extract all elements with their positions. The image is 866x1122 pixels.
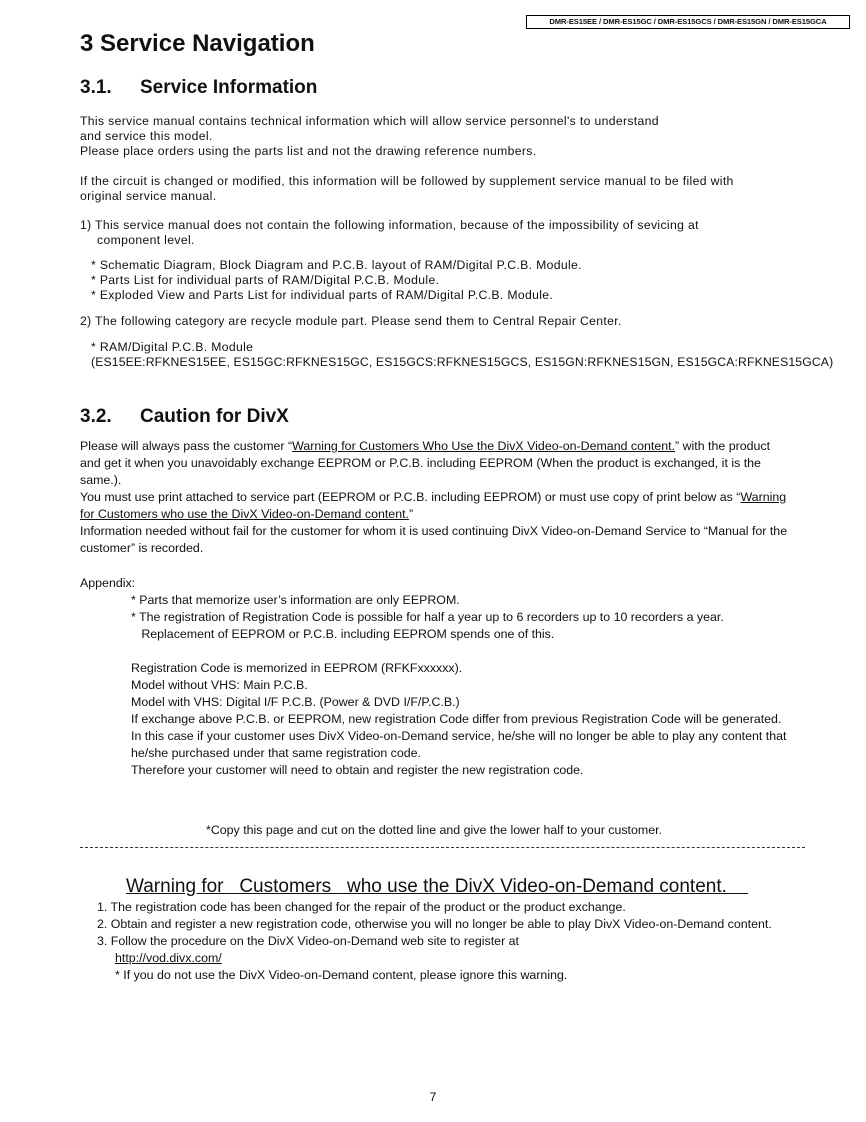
divx-line: and get it when you unavoidably exchange EEPROM or P.C.B. including EEPROM (When the product is exchanged, it is the (80, 456, 761, 470)
appendix-item: Replacement of EEPROM or P.C.B. including EEPROM spends one of this. (131, 627, 555, 641)
warning-item: 1. The registration code has been changed for the repair of the product or the product exchange. (97, 900, 626, 914)
item-2: 2) The following category are recycle module part. Please send them to Central Repair Center. (80, 314, 622, 328)
page-number: 7 (429, 1090, 437, 1104)
divx-line: same.). (80, 473, 122, 487)
appendix-item: * Parts that memorize user’s information are only EEPROM. (131, 593, 460, 607)
divx-line: for Customers who use the DivX Video-on-Demand content.” (80, 507, 414, 521)
item-2-bullet: * RAM/Digital P.C.B. Module (91, 340, 254, 354)
registration-line: If exchange above P.C.B. or EEPROM, new registration Code differ from previous Registration Code will be generated. (131, 712, 782, 726)
warning-title: Warning for Customers who use the DivX Video-on-Demand content. (126, 876, 749, 897)
intro-line: This service manual contains technical information which will allow service personnel's to understand (80, 114, 659, 128)
section-3-1-number: 3.1. (80, 77, 112, 98)
cut-line (80, 847, 805, 848)
item-1-line: 1) This service manual does not contain the following information, because of the impossibility of sevicing at (80, 218, 699, 232)
item-1 (80, 218, 699, 248)
divx-url-link[interactable]: http://vod.divx.com/ (115, 951, 222, 965)
section-3-2-heading (80, 406, 289, 428)
bullet-item: * Parts List for individual parts of RAM/Digital P.C.B. Module. (91, 273, 440, 287)
warning-item: 2. Obtain and register a new registration code, otherwise you will no longer be able to play DivX Video-on-Demand content. (97, 917, 772, 931)
registration-line: Therefore your customer will need to obtain and register the new registration code. (131, 763, 584, 777)
intro-paragraph (80, 114, 659, 159)
appendix-item: * The registration of Registration Code is possible for half a year up to 6 recorders up to 10 recorders a year. (131, 610, 724, 624)
registration-line: Registration Code is memorized in EEPROM (RFKFxxxxxx). (131, 661, 463, 675)
model-header: DMR-ES15EE / DMR-ES15GC / DMR-ES15GCS / DMR-ES15GN / DMR-ES15GCA (526, 15, 850, 29)
registration-line: he/she purchased under that same registration code. (131, 746, 421, 760)
circuit-line: original service manual. (80, 189, 217, 203)
bullet-item: * Schematic Diagram, Block Diagram and P.C.B. layout of RAM/Digital P.C.B. Module. (91, 258, 582, 272)
registration-info (131, 660, 786, 779)
section-3-1-heading (80, 77, 317, 99)
item-1-line: component level. (97, 233, 195, 247)
divx-line: customer” is recorded. (80, 541, 204, 555)
divx-line: Information needed without fail for the customer for whom it is used continuing DivX Video-on-Demand Service to “Manual for the (80, 524, 788, 538)
circuit-paragraph (80, 174, 734, 204)
warning-list (97, 899, 772, 950)
section-3-1-title: Service Information (140, 77, 318, 98)
divx-paragraph (80, 438, 787, 557)
warning-reference-link: Warning (740, 490, 787, 504)
intro-line: and service this model. (80, 129, 213, 143)
appendix-label: Appendix: (80, 576, 136, 590)
registration-line: In this case if your customer uses DivX Video-on-Demand service, he/she will no longer be able to play any content that (131, 729, 787, 743)
page-title: 3 Service Navigation (80, 30, 315, 57)
circuit-line: If the circuit is changed or modified, this information will be followed by supplement service manual to be filed with (80, 174, 734, 188)
warning-note: * If you do not use the DivX Video-on-Demand content, please ignore this warning. (115, 968, 568, 982)
appendix-list (131, 592, 724, 643)
module-codes: (ES15EE:RFKNES15EE, ES15GC:RFKNES15GC, ES15GCS:RFKNES15GCS, ES15GN:RFKNES15GN, ES15GCA:RFKNES15GCA) (91, 355, 834, 369)
warning-reference-link: for Customers who use the DivX Video-on-Demand content. (80, 507, 409, 521)
divx-line: Please will always pass the customer “Warning for Customers Who Use the DivX Video-on-Demand content.” with the product (80, 439, 771, 453)
divx-line: You must use print attached to service part (EEPROM or P.C.B. including EEPROM) or must use copy of print below as “Warning (80, 490, 787, 504)
registration-line: Model with VHS: Digital I/F P.C.B. (Power & DVD I/F/P.C.B.) (131, 695, 460, 709)
warning-reference-link: Warning for Customers Who Use the DivX Video-on-Demand content. (292, 439, 676, 453)
section-3-2-title: Caution for DivX (140, 406, 289, 427)
section-3-2-number: 3.2. (80, 406, 112, 427)
registration-line: Model without VHS: Main P.C.B. (131, 678, 308, 692)
warning-item: 3. Follow the procedure on the DivX Video-on-Demand web site to register at (97, 934, 519, 948)
copy-instruction: *Copy this page and cut on the dotted line and give the lower half to your customer. (206, 823, 662, 837)
intro-line: Please place orders using the parts list and not the drawing reference numbers. (80, 144, 537, 158)
bullet-item: * Exploded View and Parts List for individual parts of RAM/Digital P.C.B. Module. (91, 288, 554, 302)
item-1-bullets (91, 258, 582, 303)
